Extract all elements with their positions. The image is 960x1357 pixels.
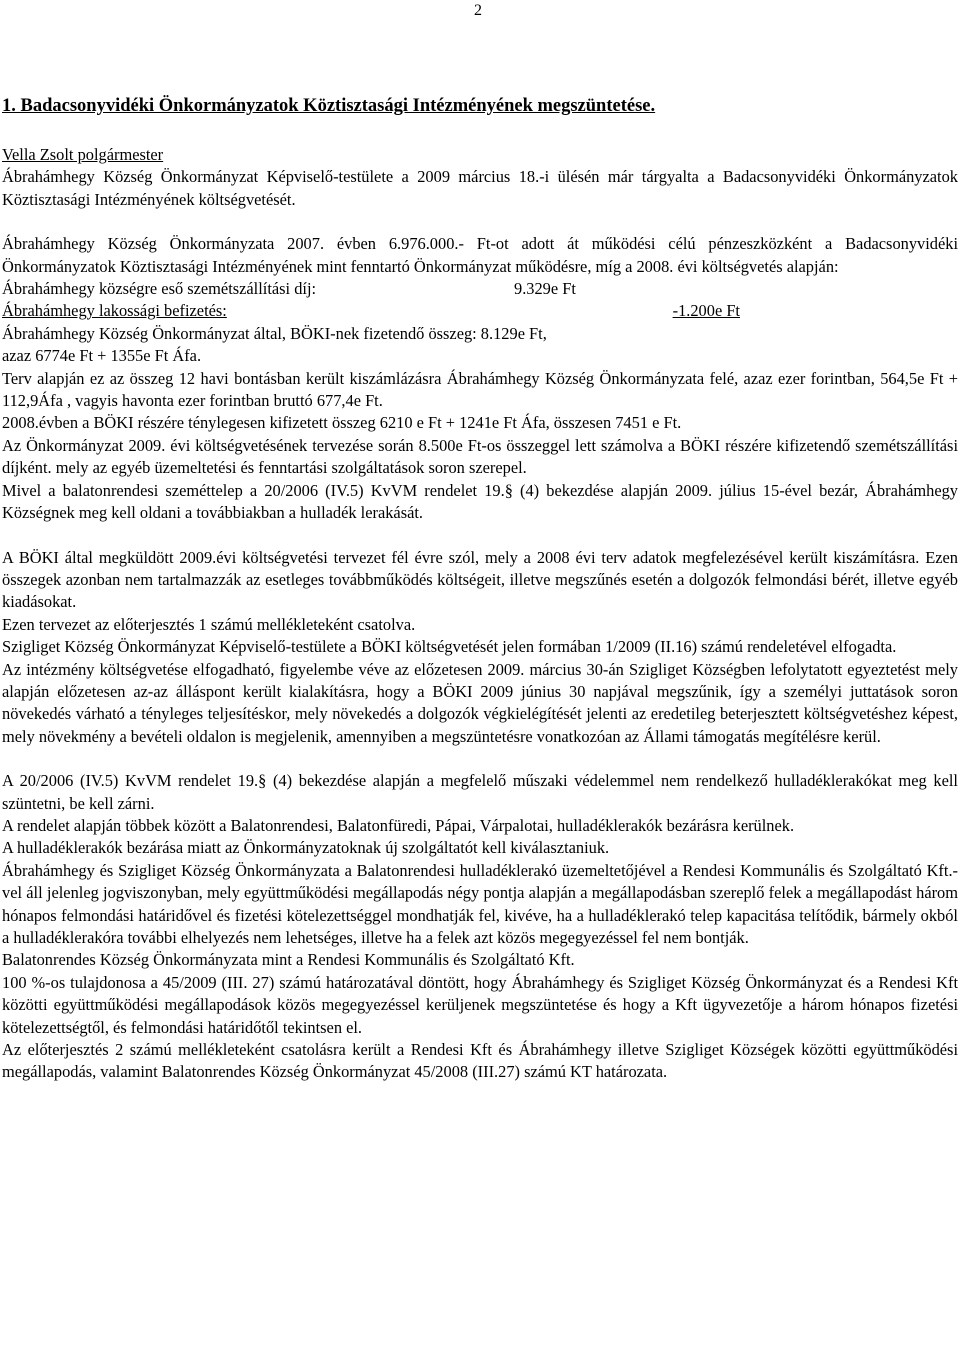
- paragraph-attachment-2: Az előterjesztés 2 számú mellékleteként csatolásra került a Rendesi Kft és Ábrahámhegy illetve Szigliget Községek közötti együttműködési megállapodás, valamint Balatonrendes Község Önkormányzat 45/2008 (III.27) számú KT határozata.: [2, 1040, 958, 1082]
- payable-breakdown: azaz 6774e Ft + 1355e Ft Áfa.: [2, 346, 202, 366]
- paragraph-2009-planning: Az Önkormányzat 2009. évi költségvetésének tervezése során 8.500e Ft-os összeggel lett számolva a BÖKI részére kifizetendő szemétszállítási díjként. mely az egyéb üzemeltetési és fenntartási szolgáltatások soron szerepel.: [2, 435, 958, 478]
- paragraph-attachment-1: Ezen tervezet az előterjesztés 1 számú mellékleteként csatolva.: [2, 614, 416, 634]
- paragraph-balatonrendes: Balatonrendes Község Önkormányzata mint a Rendesi Kommunális és Szolgáltató Kft.: [2, 950, 575, 970]
- document-body: [2, 144, 958, 1084]
- fee-row: [2, 278, 958, 300]
- paragraph-kvvm-decree: A 20/2006 (IV.5) KvVM rendelet 19.§ (4) bekezdése alapján a megfelelő műszaki védelemmel nem rendelkező hulladéklerakókat meg kell szüntetni, be kell zárni.: [2, 771, 958, 813]
- payment-value: -1.200e Ft: [672, 301, 740, 321]
- paragraph-monthly-billing: Terv alapján ez az összeg 12 havi bontásban került kiszámlázásra Ábrahámhegy Község Önkormányzata felé, azaz ezer forintban, 564,5e Ft + 112,9Áfa , vagyis havonta ezer forintban bruttó 677,4e Ft.: [2, 368, 958, 411]
- paragraph-2007-funding: Ábrahámhegy Község Önkormányzata 2007. évben 6.976.000.- Ft-ot adott át működési célú pénzeszközként a Badacsonyvidéki Önkormányzatok Köztisztasági Intézményének mint fenntartó Önkormányzat működésre, míg a 2008. évi költségvetés alapján:: [2, 234, 958, 276]
- page-number: 2: [474, 2, 482, 19]
- payment-label: Ábrahámhegy lakossági befizetés:: [2, 301, 227, 321]
- paragraph-szigliget-decree: Szigliget Község Önkormányzat Képviselő-testülete a BÖKI költségvetését jelen formában 1/2009 (II.16) számú rendeletével elfogadta.: [2, 637, 897, 657]
- paragraph-rendesi-agreement: Ábrahámhegy és Szigliget Község Önkormányzata a Balatonrendesi hulladéklerakó üzemeltetőjével a Rendesi Kommunális és Szolgáltató Kft.-vel áll jelenleg jogviszonyban, mely együttműködési megállapodás négy pontja alapján a megállapodásban szereplő felek a megállapodást három hónapos felmondási határidővel és fizetési kötelezettséggel mondhatják fel, kivéve, ha a hulladéklerakó telep kapacitása telítődik, bármely okból a hulladéklerakóra további elhelyezés nem lehetséges, illetve ha a felek azt közös megegyezéssel fel nem bontják.: [2, 860, 958, 947]
- fee-value: 9.329e Ft: [514, 279, 576, 299]
- paragraph-budget-acceptable: Az intézmény költségvetése elfogadható, figyelembe véve az előzetesen 2009. március 30-án Szigliget Községben lefolytatott egyeztetést mely alapján előzetesen az-az álláspont került kialakításra, hogy a BÖKI 2009 június 30 napjával megszűnik, így a személyi juttatások soron növekedés várható a tényleges teljesítéskor, mely növekedés a dolgozók végkielégítését jelenti az eredetileg beterjesztett költségvetéshez képest, mely növekmény a bevételi oldalon is megjelenik, amennyiben a megszüntetésre vonatkozóan az Állami támogatás megítélésre kerül.: [2, 659, 958, 746]
- paragraph-landfill-closure: Mivel a balatonrendesi szeméttelep a 20/2006 (IV.5) KvVM rendelet 19.§ (4) bekezdése alapján 2009. július 15-ével bezár, Ábrahámhegy Községnek meg kell oldani a továbbiakban a hulladék lerakását.: [2, 480, 958, 523]
- paragraph-resolution: 100 %-os tulajdonosa a 45/2009 (III. 27) számú határozatával döntött, hogy Ábrahámhegy és Szigliget Község Önkormányzat és a Rendesi Kft közötti együttműködési megállapodások közös megegyezéssel kerüljenek megszüntetése és hogy a Kft ügyvezetője a három hónapos fizetési kötelezettségtől, és felmondási határidőtől tekintsen el.: [2, 972, 958, 1037]
- paragraph-closed-landfills: A rendelet alapján többek között a Balatonrendesi, Balatonfüredi, Pápai, Várpalotai, hulladéklerakók bezárásra kerülnek.: [2, 815, 795, 835]
- paragraph-new-provider: A hulladéklerakók bezárása miatt az Önkormányzatoknak új szolgáltatót kell kiválasztaniuk.: [2, 838, 610, 858]
- paragraph-2008-paid: 2008.évben a BÖKI részére ténylegesen kifizetett összeg 6210 e Ft + 1241e Ft Áfa, összesen 7451 e Ft.: [2, 413, 682, 433]
- intro-paragraph: Ábrahámhegy Község Önkormányzat Képviselő-testülete a 2009 március 18.-i ülésén már tárgyalta a Badacsonyvidéki Önkormányzatok Köztisztasági Intézményének költségvetését.: [2, 167, 958, 209]
- fee-label: Ábrahámhegy községre eső szemétszállítási díj:: [2, 279, 317, 299]
- payment-row: [2, 300, 740, 322]
- paragraph-boki-budget: A BÖKI által megküldött 2009.évi költségvetési tervezet fél évre szól, mely a 2008 évi terv adatok megfelezésével került kiszámításra. Ezen összegek azonban nem tartalmazzák az esetleges továbbműködés költségeit, illetve megszűnés esetén a dolgozók felmondási bérét, illetve egyéb kiadásokat.: [2, 547, 958, 612]
- section-title: 1. Badacsonyvidéki Önkormányzatok Köztisztasági Intézményének megszüntetése.: [2, 96, 656, 116]
- speaker-name: Vella Zsolt polgármester: [2, 145, 164, 164]
- payable-total: Ábrahámhegy Község Önkormányzat által, BÖKI-nek fizetendő összeg: 8.129e Ft,: [2, 323, 547, 343]
